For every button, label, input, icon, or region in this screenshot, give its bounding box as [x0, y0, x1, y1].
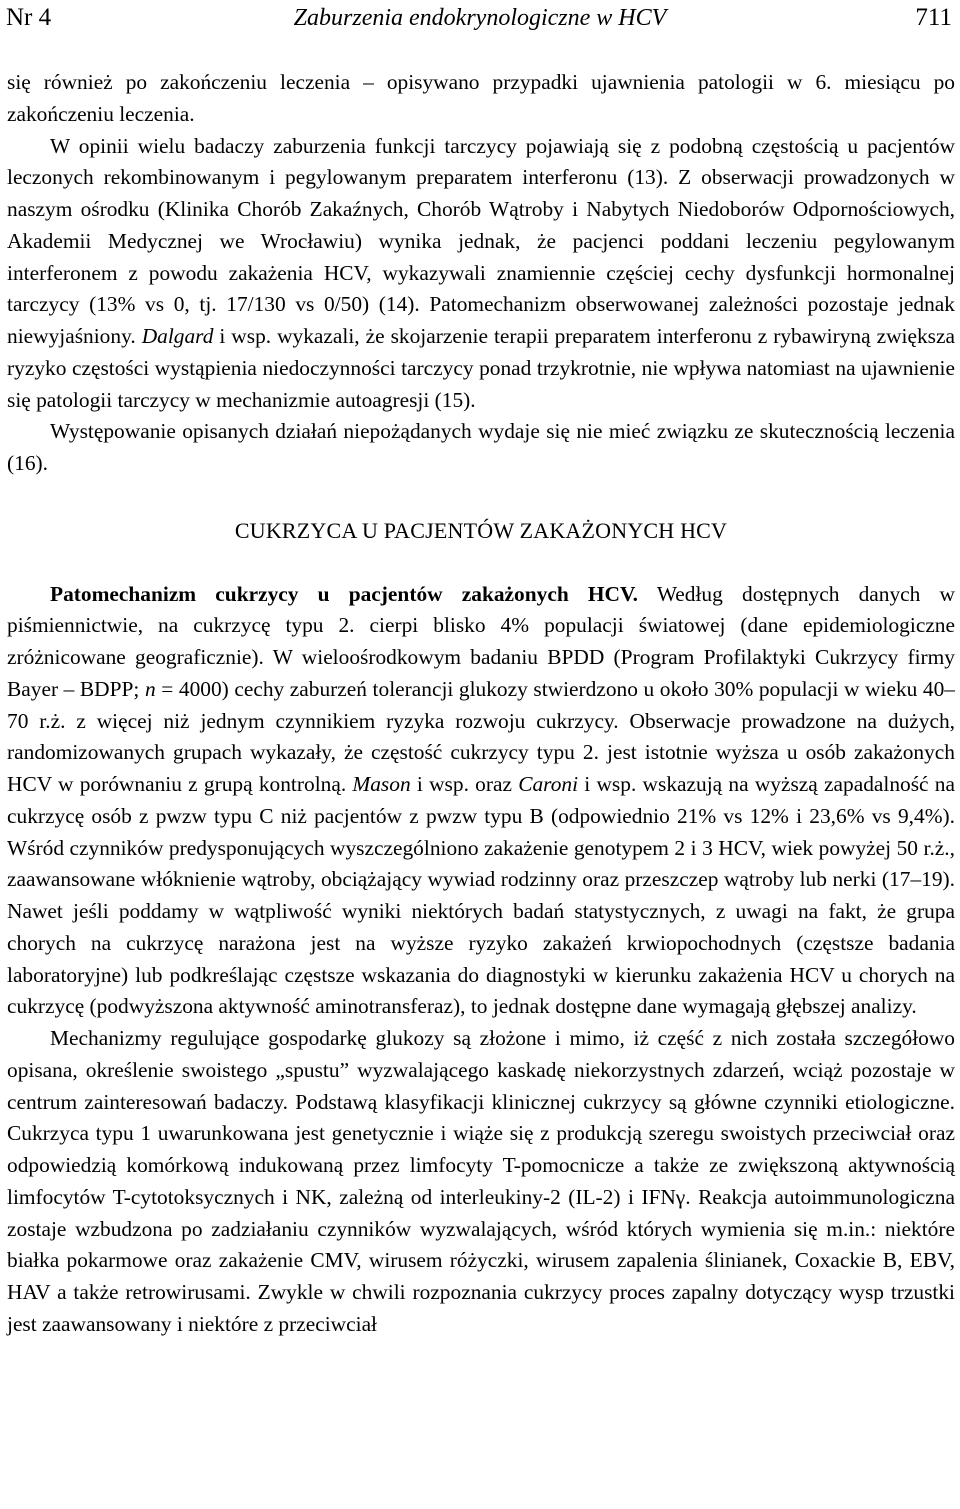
- paragraph-side-effects: Występowanie opisanych działań niepożądanych wydaje się nie mieć związku ze skutecznością leczenia (16).: [7, 419, 955, 475]
- paragraph-mechanisms: Mechanizmy regulujące gospodarkę glukozy są złożone i mimo, iż część z nich została szczegółowo opisana, określenie swoistego „spustu” wyzwalającego kaskadę niekorzystnych zdarzeń, wciąż pozostaje w centrum zainteresowań badaczy. Podstawą klasyfikacji klinicznej cukrzycy są główne czynniki etiologiczne. Cukrzyca typu 1 uwarunkowana jest genetycznie i wiąże się z produkcją szeregu swoistych przeciwciał oraz odpowiedzią komórkową indukowaną przez limfocyty T-pomocnicze a także ze zwiększoną aktywnością limfocytów T-cytotoksycznych i NK, zależną od interleukiny-2 (IL-2) i IFNγ. Reakcja autoimmunologiczna zostaje wzbudzona po zadziałaniu czynników wyzwalających, wśród których wymienia się m.in.: niektóre białka pokarmowe oraz zakażenie CMV, wirusem różyczki, wirusem zapalenia ślinianek, Coxackie B, EBV, HAV a także retrowirusami. Zwykle w chwili rozpoznania cukrzycy proces zapalny dotyczący wysp trzustki jest zaawansowany i niektóre z przeciwciał: [7, 1026, 955, 1336]
- paragraph-text: i wsp. wykazali, że skojarzenie terapii preparatem interferonu z rybawiryną zwiększa ryzyko częstości wystąpienia niedoczynności tarczycy ponad trzykrotnie, nie wpływa natomiast na ujawnienie się patologii tarczycy w mechanizmie autoagresji (15).: [7, 324, 955, 412]
- author-name: Mason: [352, 772, 411, 796]
- article-body: [7, 67, 955, 1341]
- section-heading: CUKRZYCA U PACJENTÓW ZAKAŻONYCH HCV: [234, 517, 728, 543]
- paragraph-text: i wsp. oraz: [410, 772, 519, 796]
- author-name: Dalgard: [141, 324, 214, 348]
- author-name: Caroni: [518, 772, 579, 796]
- paragraph-text: Według dostępnych danych w piśmiennictwie, na cukrzycę typu 2. cierpi blisko 4% populacji światowej (dane epidemiologiczne zróżnicowane geograficznie). W wieloośrodkowym badaniu BPDD (Program Profilaktyki Cukrzycy firmy Bayer – BDPP;: [7, 581, 955, 701]
- n-symbol: n: [144, 676, 156, 701]
- running-title: Zaburzenia endokrynologiczne w HCV: [293, 5, 667, 31]
- paragraph-text: i wsp. wskazują na wyższą zapadalność na cukrzycę osób z pwzw typu C niż pacjentów z pwzw typu B (odpowiednio 21% vs 12% i 23,6% vs 9,4%). Wśród czynników predysponujących wyszczególniono zakażenie genotypem 2 i 3 HCV, wiek powyżej 50 r.ż., zaawansowane włóknienie wątroby, obciążający wywiad rodzinny oraz przeszczep wątroby lub nerki (17–19). Nawet jeśli poddamy w wątpliwość wyniki niektórych badań statystycznych, z uwagi na fakt, że grupa chorych na cukrzycę narażona jest na wyższe ryzyko zakażeń krwiopochodnych (częstsze badania laboratoryjne) lub podkreślając częstsze wskazania do diagnostyki w kierunku zakażenia HCV u chorych na cukrzycę (podwyższona aktywność aminotransferaz), to jednak dostępne dane wymagają głębszej analizy.: [7, 772, 955, 1019]
- paragraph-thyroid: [7, 131, 955, 417]
- paragraph-continuation: się również po zakończeniu leczenia – opisywano przypadki ujawnienia patologii w 6. miesiącu po zakończeniu leczenia.: [7, 70, 955, 126]
- paragraph-text: W opinii wielu badaczy zaburzenia funkcji tarczycy pojawiają się z podobną częstością u pacjentów leczonych rekombinowanym i pegylowanym preparatem interferonu (13). Z obserwacji prowadzonych w naszym ośrodku (Klinika Chorób Zakaźnych, Chorób Wątroby i Nabytych Niedoborów Odpornościowych, Akademii Medycznej we Wrocławiu) wynika jednak, że pacjenci poddani leczeniu pegylowanym interferonem z powodu zakażenia HCV, wykazywali znamiennie częściej cechy dysfunkcji hormonalnej tarczycy (13% vs 0, tj. 17/130 vs 0/50) (14). Patomechanizm obserwowanej zależności pozostaje jednak niewyjaśniony.: [7, 133, 955, 348]
- subsection-lead: Patomechanizm cukrzycy u pacjentów zakażonych HCV.: [50, 581, 639, 606]
- paragraph-text: = 4000) cechy zaburzeń tolerancji glukozy stwierdzono u około 30% populacji w wieku 40–70 r.ż. z więcej niż jednym czynnikiem ryzyka rozwoju cukrzycy. Obserwacje prowadzone na dużych, randomizowanych grupach wykazały, że częstość cukrzycy typu 2. jest istotnie wyższa u osób zakażonych HCV w porównaniu z grupą kontrolną.: [7, 676, 955, 796]
- page-number: 711: [915, 4, 952, 31]
- issue-number: Nr 4: [6, 4, 52, 31]
- paragraph-diabetes: [7, 579, 955, 1024]
